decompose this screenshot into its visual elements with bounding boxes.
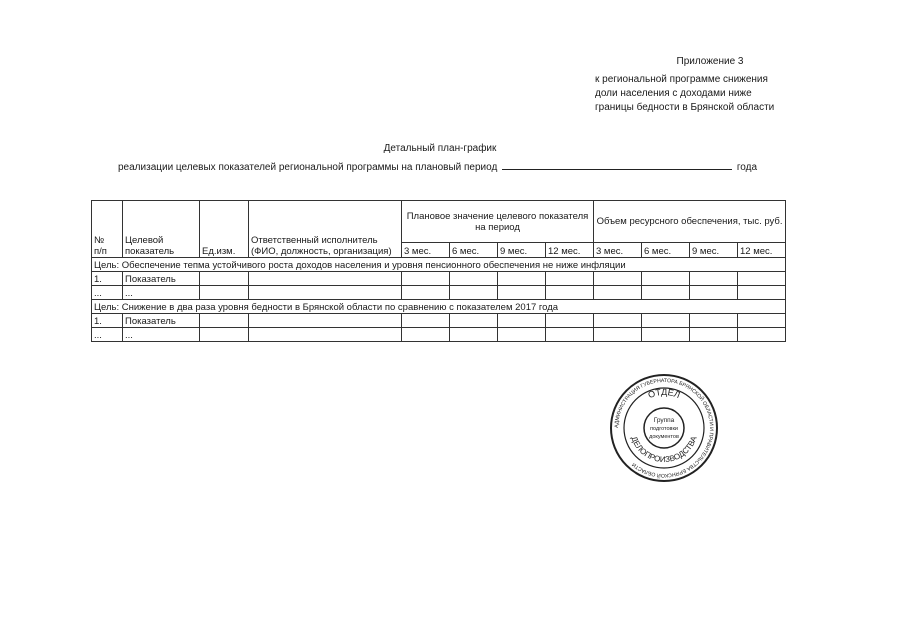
plan-subtitle-text: реализации целевых показателей региональной программы на плановый период — [118, 162, 498, 173]
header-unit: Ед.изм. — [200, 201, 249, 258]
table-row — [92, 314, 786, 328]
table-row — [92, 328, 786, 342]
goal-row — [92, 300, 786, 314]
plan-title: Детальный план-график — [383, 143, 497, 154]
stamp-group-line: Группа — [653, 417, 675, 424]
header-planned: Плановое значение целевого показателя на период — [402, 201, 594, 243]
period-cell: 6 мес. — [642, 243, 690, 258]
period-cell: 9 мес. — [690, 243, 738, 258]
row-number: ... — [92, 328, 123, 342]
row-indicator: ... — [123, 328, 200, 342]
stamp-dept-text: ОТДЕЛ — [646, 386, 682, 401]
row-indicator: Показатель — [123, 272, 200, 286]
period-cell: 9 мес. — [498, 243, 546, 258]
appendix-block — [560, 55, 860, 115]
appendix-line: к региональной программе снижения — [595, 74, 768, 85]
header-executor: Ответственный исполнитель (ФИО, должность, организация) — [249, 201, 402, 258]
header-resources: Объем ресурсного обеспечения, тыс. руб. — [594, 201, 786, 243]
appendix-line: доли населения с доходами ниже — [595, 88, 752, 99]
svg-text:ОТДЕЛ — [647, 387, 682, 400]
row-indicator: Показатель — [123, 314, 200, 328]
period-cell: 6 мес. — [450, 243, 498, 258]
stamp-group-line: документов — [649, 434, 679, 440]
plan-subtitle-year: года — [736, 162, 758, 173]
official-stamp — [609, 373, 719, 483]
period-blank-line — [502, 159, 732, 170]
row-number: ... — [92, 286, 123, 300]
period-cell: 12 мес. — [546, 243, 594, 258]
appendix-line: границы бедности в Брянской области — [595, 102, 775, 113]
appendix-title: Приложение 3 — [676, 56, 744, 67]
row-number: 1. — [92, 272, 123, 286]
header-indicator: Целевой показатель — [123, 201, 200, 258]
header-no: № п/п — [92, 201, 123, 258]
row-indicator: ... — [123, 286, 200, 300]
table-row — [92, 286, 786, 300]
stamp-ring-text: АДМИНИСТРАЦИЯ ГУБЕРНАТОРА БРЯНСКОЙ ОБЛАСТИ И ПРАВИТЕЛЬСТВА БРЯНСКОЙ ОБЛАСТИ — [613, 377, 715, 479]
stamp-dept2-text: ДЕЛОПРОИЗВОДСТВА — [629, 435, 699, 465]
goal-row — [92, 258, 786, 272]
goal-label: Цель: Снижение в два раза уровня бедности в Брянской области по сравнению с показателем 2017 года — [92, 300, 786, 314]
stamp-group-line: подготовки — [650, 426, 678, 432]
period-cell: 3 мес. — [402, 243, 450, 258]
period-cell: 12 мес. — [738, 243, 786, 258]
table-row — [92, 272, 786, 286]
plan-subtitle — [118, 159, 757, 173]
header-row — [92, 201, 786, 243]
row-number: 1. — [92, 314, 123, 328]
period-cell: 3 мес. — [594, 243, 642, 258]
goal-label: Цель: Обеспечение тепма устойчивого роста доходов населения и уровня пенсионного обеспечения не ниже инфляции — [92, 258, 786, 272]
plan-table — [91, 200, 786, 342]
